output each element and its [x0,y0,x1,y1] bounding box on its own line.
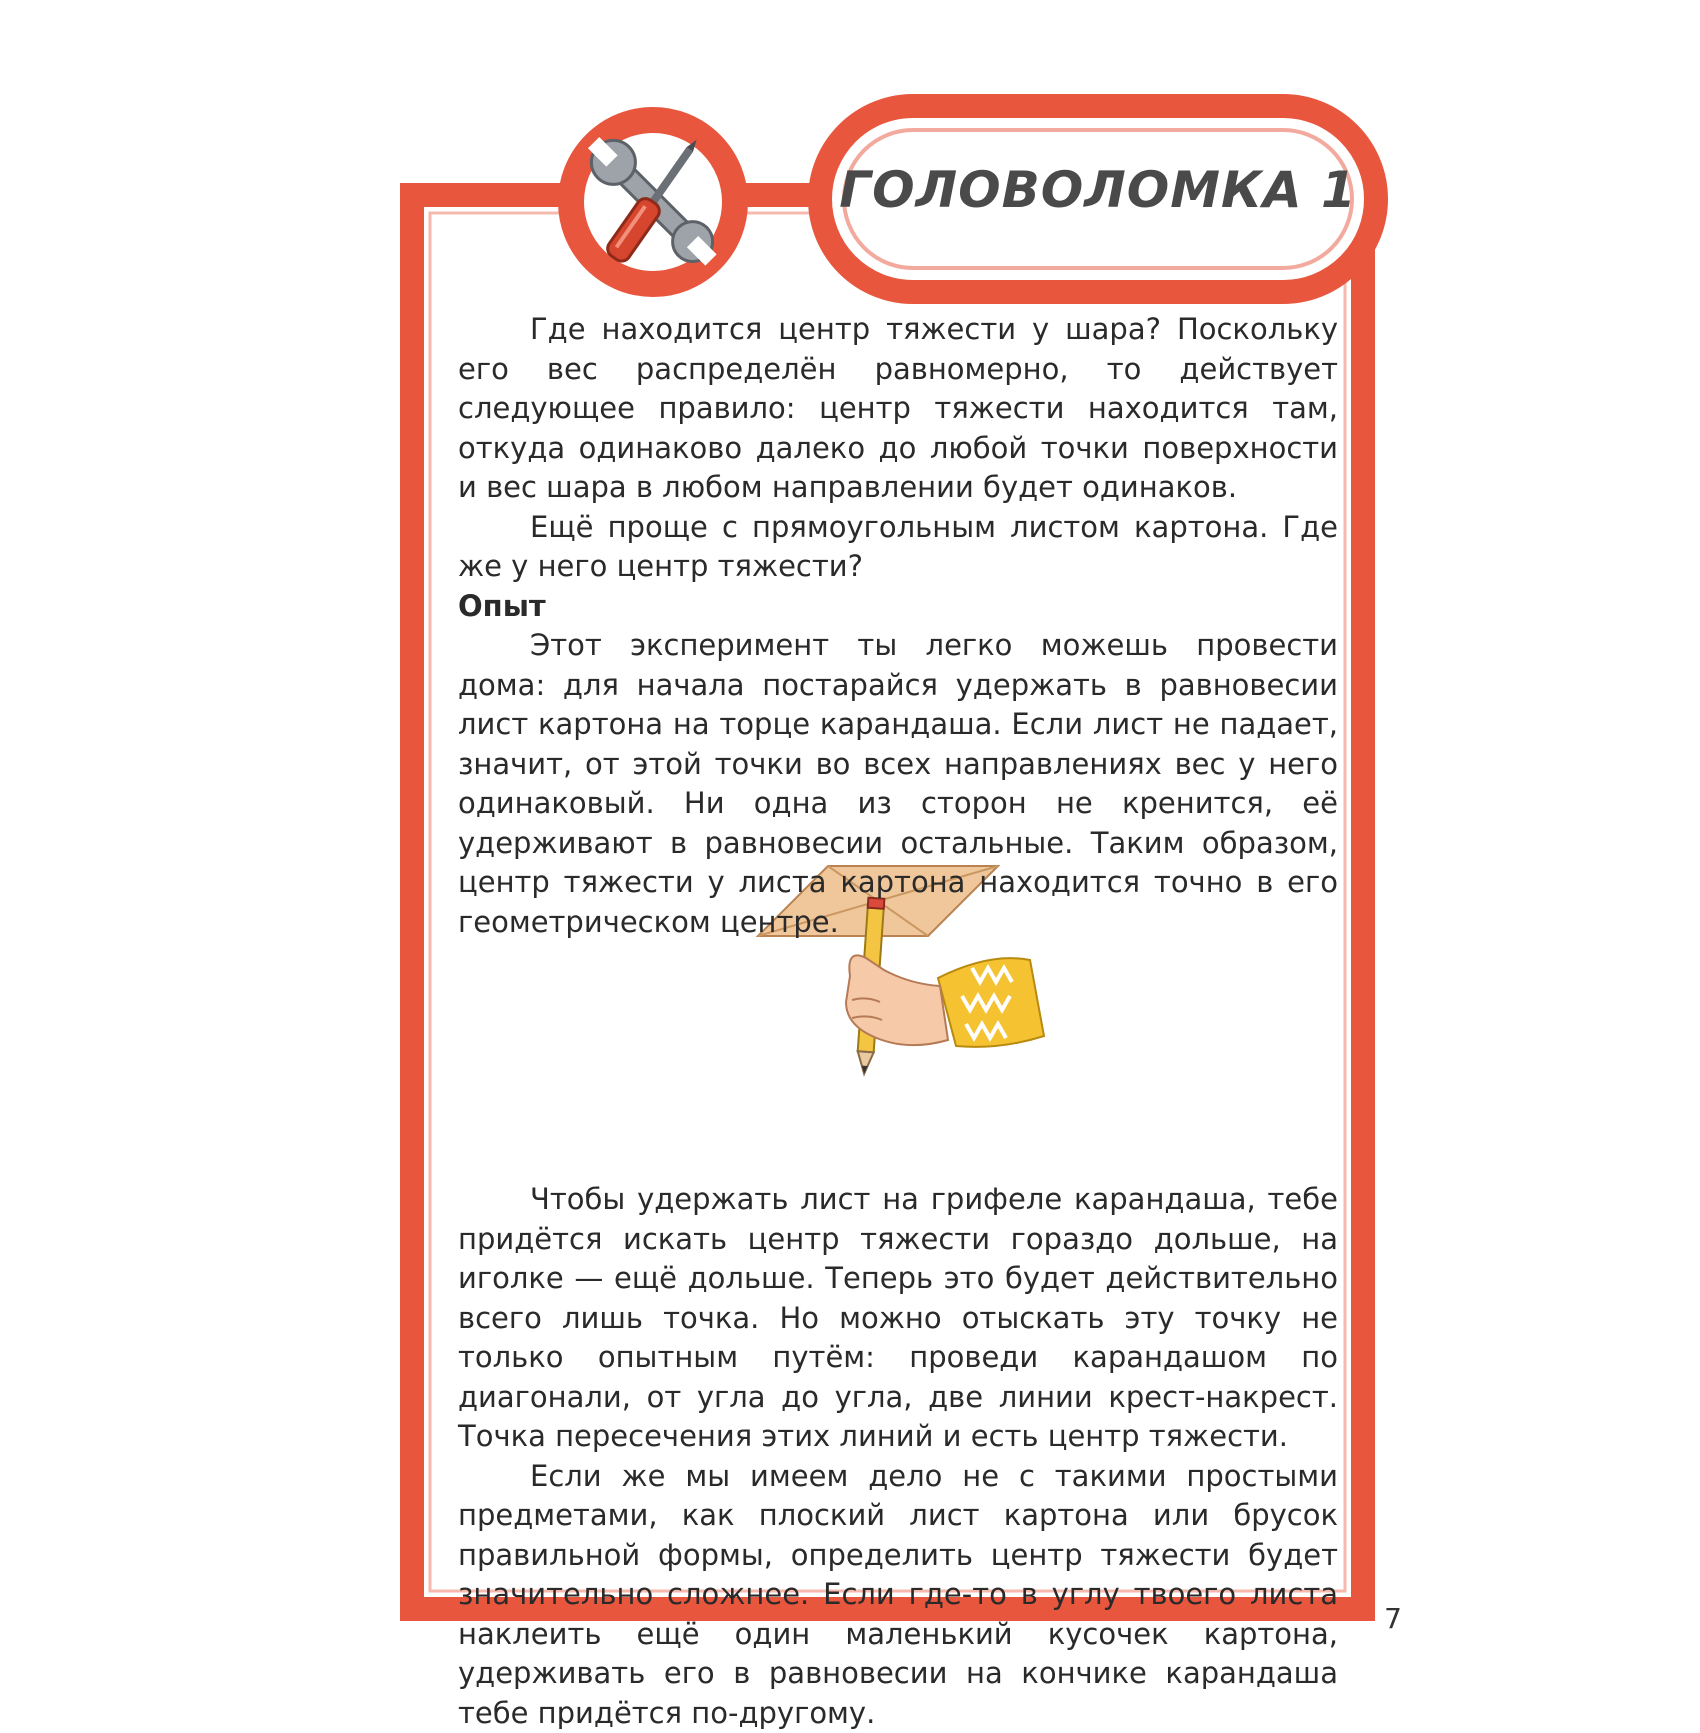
section-heading: Опыт [458,587,1338,627]
title: ГОЛОВОЛОМКА 1 [820,160,1376,220]
illustration-space [458,942,1338,1180]
paragraph-1: Где находится центр тяжести у шара? Поскольку его вес распределён равномерно, то действует следующее правило: центр тяжести находится там, откуда одинаково далеко до любой точки поверхности и вес шара в любом направлении будет одинаков. [458,310,1338,508]
body-text [458,310,1338,1733]
paragraph-3: Этот эксперимент ты легко можешь провести дома: для начала постарайся удержать в равновесии лист картона на торце карандаша. Если лист не падает, значит, от этой точки во всех направлениях вес у него одинаковый. Ни одна из сторон не кренится, её удерживают в равновесии остальные. Таким образом, центр тяжести у листа картона находится точно в его геометрическом центре. [458,626,1338,942]
paragraph-4: Чтобы удержать лист на грифеле карандаша, тебе придётся искать центр тяжести гораздо дольше, на иголке — ещё дольше. Теперь это будет действительно всего лишь точка. Но можно отыскать эту точку не только опытным путём: проведи карандашом по диагонали, от угла до угла, две линии крест-накрест. Точка пересечения этих линий и есть центр тяжести. [458,1180,1338,1457]
paragraph-5: Если же мы имеем дело не с такими простыми предметами, как плоский лист картона или брусок правильной формы, определить центр тяжести будет значительно сложнее. Если где-то в углу твоего листа наклеить ещё один маленький кусочек картона, удерживать его в равновесии на кончике карандаша тебе придётся по-другому. [458,1457,1338,1733]
page-number: 7 [1362,1602,1402,1635]
paragraph-2: Ещё проще с прямоугольным листом картона. Где же у него центр тяжести? [458,508,1338,587]
